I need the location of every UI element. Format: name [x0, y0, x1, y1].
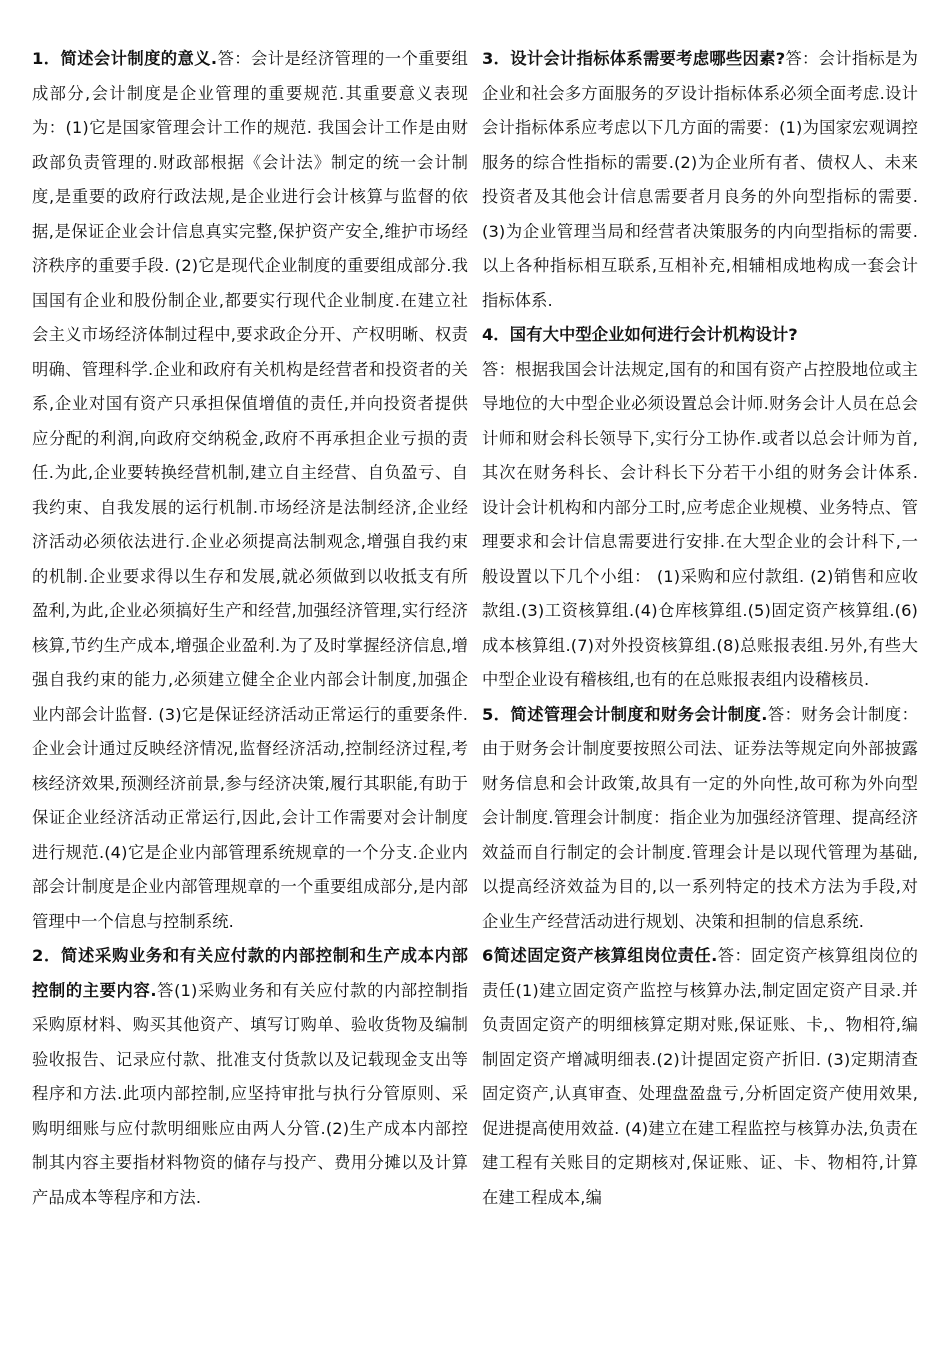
right-column	[482, 42, 918, 1215]
question-5	[482, 698, 918, 940]
question-4-answer: 答：根据我国会计法规定,国有的和国有资产占控股地位或主导地位的大中型企业必须设置总会计师.财务会计人员在总会计师和财会科长领导下,实行分工协作.或者以总会计师为首,其次在财务科长、会计科长下分若干小组的财务会计体系. 设计会计机构和内部分工时,应考虑企业规模、业务特点、管理要求和会计信息需要进行安排.在大型企业的会计科下,一般设置以下几个小组： (1)采购和应付款组. (2)销售和应收款组.(3)工资核算组.(4)仓库核算组.(5)固定资产核算组.(6)成本核算组.(7)对外投资核算组.(8)总账报表组.另外,有些大中型企业设有稽核组,也有的在总账报表组内设稽核员.	[482, 359, 918, 689]
question-4-title: 4．国有大中型企业如何进行会计机构设计?	[482, 325, 798, 344]
question-1-answer: 答：会计是经济管理的一个重要组成部分,会计制度是企业管理的重要规范.其重要意义表现为：(1)它是国家管理会计工作的规范. 我国会计工作是由财政部负责管理的.财政部根据《会计法》制定的统一会计制度,是重要的政府行政法规,是企业进行会计核算与监督的依据,是保证企业会计信息真实完整,保护资产安全,维护市场经济秩序的重要手段. (2)它是现代企业制度的重要组成部分.我国国有企业和股份制企业,都要实行现代企业制度.在建立社会主义市场经济体制过程中,要求政企分开、产权明晰、权责明确、管理科学.企业和政府有关机构是经营者和投资者的关系,企业对国有资产只承担保值增值的责任,并向投资者提供应分配的利润,向政府交纳税金,政府不再承担企业亏损的责任.为此,企业要转换经营机制,建立自主经营、自负盈亏、自我约束、自我发展的运行机制.市场经济是法制经济,企业经济活动必须依法进行.企业必须提高法制观念,增强自我约束的机制.企业要求得以生存和发展,就必须做到以收抵支有所盈利,为此,企业必须搞好生产和经营,加强经济管理,实行经济核算,节约生产成本,增强企业盈利.为了及时掌握经济信息,增强自我约束的能力,必须建立健全企业内部会计制度,加强企业内部会计监督. (3)它是保证经济活动正常运行的重要条件.企业会计通过反映经济情况,监督经济活动,控制经济过程,考核经济效果,预测经济前景,参与经济决策,履行其职能,有助于保证企业经济活动正常运行,因此,会计工作需要对会计制度进行规范.(4)它是企业内部管理系统规章的一个分支.企业内部会计制度是企业内部管理规章的一个重要组成部分,是内部管理中一个信息与控制系统.	[32, 49, 468, 931]
question-3-title: 3．设计会计指标体系需要考虑哪些因素?	[482, 49, 786, 68]
question-6	[482, 939, 918, 1215]
question-5-title: 5．简述管理会计制度和财务会计制度.	[482, 704, 768, 724]
question-6-answer: 答：固定资产核算组岗位的责任(1)建立固定资产监控与核算办法,制定固定资产目录.并负责固定资产的明细核算定期对账,保证账、卡,、物相符,编制固定资产增减明细表.(2)计提固定资产折旧. (3)定期清查固定资产,认真审查、处理盘盈盘亏,分析固定资产使用效果,促进提高使用效益. (4)建立在建工程监控与核算办法,负责在建工程有关账目的定期核对,保证账、证、卡、物相符,计算在建工程成本,编	[482, 946, 919, 1207]
question-3	[482, 42, 918, 318]
question-1-title: 1．简述会计制度的意义.	[32, 49, 218, 68]
question-6-title: 6简述固定资产核算组岗位责任.	[482, 946, 718, 965]
left-column	[32, 42, 468, 1215]
question-1	[32, 42, 468, 939]
question-2-answer: 答(1)采购业务和有关应付款的内部控制指采购原材料、购买其他资产、填写订购单、验收货物及编制验收报告、记录应付款、批准支付货款以及记载现金支出等程序和方法.此项内部控制,应坚持审批与执行分管原则、采购明细账与应付款明细账应由两人分管.(2)生产成本内部控制其内容主要指材料物资的储存与投产、费用分摊以及计算产品成本等程序和方法.	[32, 980, 468, 1207]
question-5-answer: 答：财务会计制度：由于财务会计制度要按照公司法、证券法等规定向外部披露财务信息和会计政策,故具有一定的外向性,故可称为外向型会计制度.管理会计制度：指企业为加强经济管理、提高经济效益而自行制定的会计制度.管理会计是以现代管理为基础,以提高经济效益为目的,以一系列特定的技术方法为手段,对企业生产经营活动进行规划、决策和担制的信息系统.	[482, 704, 918, 931]
question-4	[482, 318, 918, 698]
question-3-answer: 答：会计指标是为企业和社会多方面服务的歹设计指标体系必须全面考虑.设计会计指标体系应考虑以下几方面的需要：(1)为国家宏观调控服务的综合性指标的需要.(2)为企业所有者、债权人、未来投资者及其他会计信息需要者月良务的外向型指标的需要.(3)为企业管理当局和经营者决策服务的内向型指标的需要.以上各种指标相互联系,互相补充,相辅相成地构成一套会计指标体系.	[482, 49, 918, 310]
question-2-title: 2．简述采购业务和有关应付款的内部控制和生产成本内部控制的主要内容.	[32, 946, 468, 1000]
question-2	[32, 939, 468, 1215]
